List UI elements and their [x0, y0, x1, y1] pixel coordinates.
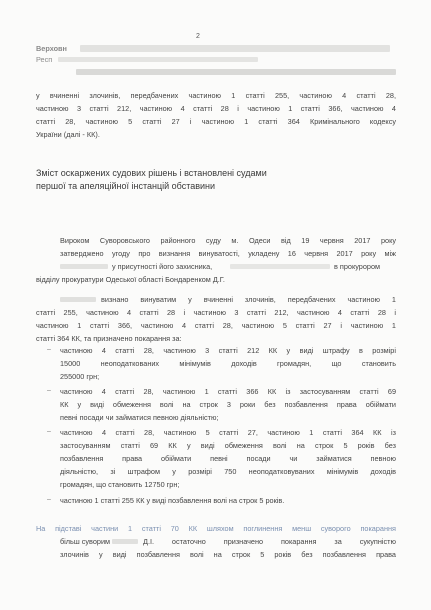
redacted-block [80, 45, 390, 52]
redacted-block [76, 69, 396, 75]
list-bullet: – [47, 496, 51, 503]
list-item-line: певні посади чи займатися певною діяльністю; [60, 413, 219, 422]
para2-line: затверджено угоду про визнання винуватості, укладену 16 червня 2017 року між [60, 249, 396, 258]
para4-line: більш суворим [60, 537, 111, 546]
para3-line: частиною 1 статті 366, частиною 4 статті 28, частиною 5 статті 27 і частиною 1 [36, 321, 396, 330]
list-bullet: – [47, 346, 51, 353]
list-item-line: частиною 4 статті 28, частиною 1 статті 366 КК із застосуванням статті 69 [60, 387, 396, 396]
para2-line: Вироком Суворовського районного суду м. Одеси від 19 червня 2017 року [60, 236, 396, 245]
para2-line: відділу прокуратури Одеської області Бондаренком Д.Г. [36, 275, 225, 284]
list-item-line: 255000 грн; [60, 372, 100, 381]
para4-line: злочинів у виді позбавлення волі на строк 5 років без позбавлення права [60, 550, 396, 559]
list-item-line: 15000 неоподаткованих мінімумів доходів громадян, що становить [60, 359, 396, 368]
list-item-line: частиною 4 статті 28, частиною 3 статті 212 КК у виді штрафу в розмірі [60, 346, 396, 355]
court-name-fragment: Верховн [36, 44, 67, 53]
para4-line: Д.І. остаточно призначено покарання за сукупністю [143, 537, 396, 546]
redacted-block [60, 264, 108, 269]
redacted-block [58, 57, 258, 62]
para4-line: На підставі частини 1 статті 70 КК шляхом поглинення менш суворого покарання [36, 524, 396, 533]
heading-line: Зміст оскаржених судових рішень і встановлені судами [36, 168, 267, 178]
para1-line: України (далі - КК). [36, 130, 100, 139]
para3-line: визнано винуватим у вчиненні злочинів, передбачених частиною 1 [101, 295, 396, 304]
para1-line: частиною 3 статті 212, частиною 4 статті 28 і частиною 1 статті 366, частиною 4 [36, 104, 396, 113]
section-heading [36, 167, 267, 193]
para3-line: статті 364 КК, та призначено покарання за: [36, 334, 182, 343]
para1-line: статті 28, частиною 5 статті 27 і частиною 1 статті 364 Кримінального кодексу [36, 117, 396, 126]
list-item-line: позбавлення права обіймати певні посади чи займатися певною [60, 454, 396, 463]
list-item-line: частиною 4 статті 28, частиною 5 статті 27, частиною 1 статті 364 КК із [60, 428, 396, 437]
list-item-line: КК у виді обмеження волі на строк 3 роки без позбавлення права обіймати [60, 400, 396, 409]
list-item-line: діяльністю, зі штрафом у розмірі 750 неоподатковуваних мінімумів доходів [60, 467, 396, 476]
para3-line: статті 255, частиною 4 статті 28 і частиною 3 статті 212, частиною 4 статті 28 і [36, 308, 396, 317]
redacted-block [60, 297, 96, 302]
list-item-line: застосуванням статті 69 КК у виді обмеження волі на строк 5 років без [60, 441, 396, 450]
redacted-block [112, 539, 138, 544]
redacted-block [230, 264, 330, 269]
list-item-line: частиною 1 статті 255 КК у виді позбавлення волі на строк 5 років. [60, 496, 285, 505]
list-item-line: громадян, що становить 12750 грн; [60, 480, 180, 489]
heading-line: першої та апеляційної інстанцій обставини [36, 181, 216, 191]
para2-line: в прокурором [334, 262, 381, 271]
para1-line: у вчиненні злочинів, передбачених частиною 1 статті 255, частиною 4 статті 28, [36, 91, 396, 100]
list-bullet: – [47, 387, 51, 394]
para2-line: у присутності його захисника, [112, 262, 213, 271]
list-bullet: – [47, 428, 51, 435]
republic-fragment: Респ [36, 55, 53, 64]
page-number: 2 [196, 33, 200, 40]
